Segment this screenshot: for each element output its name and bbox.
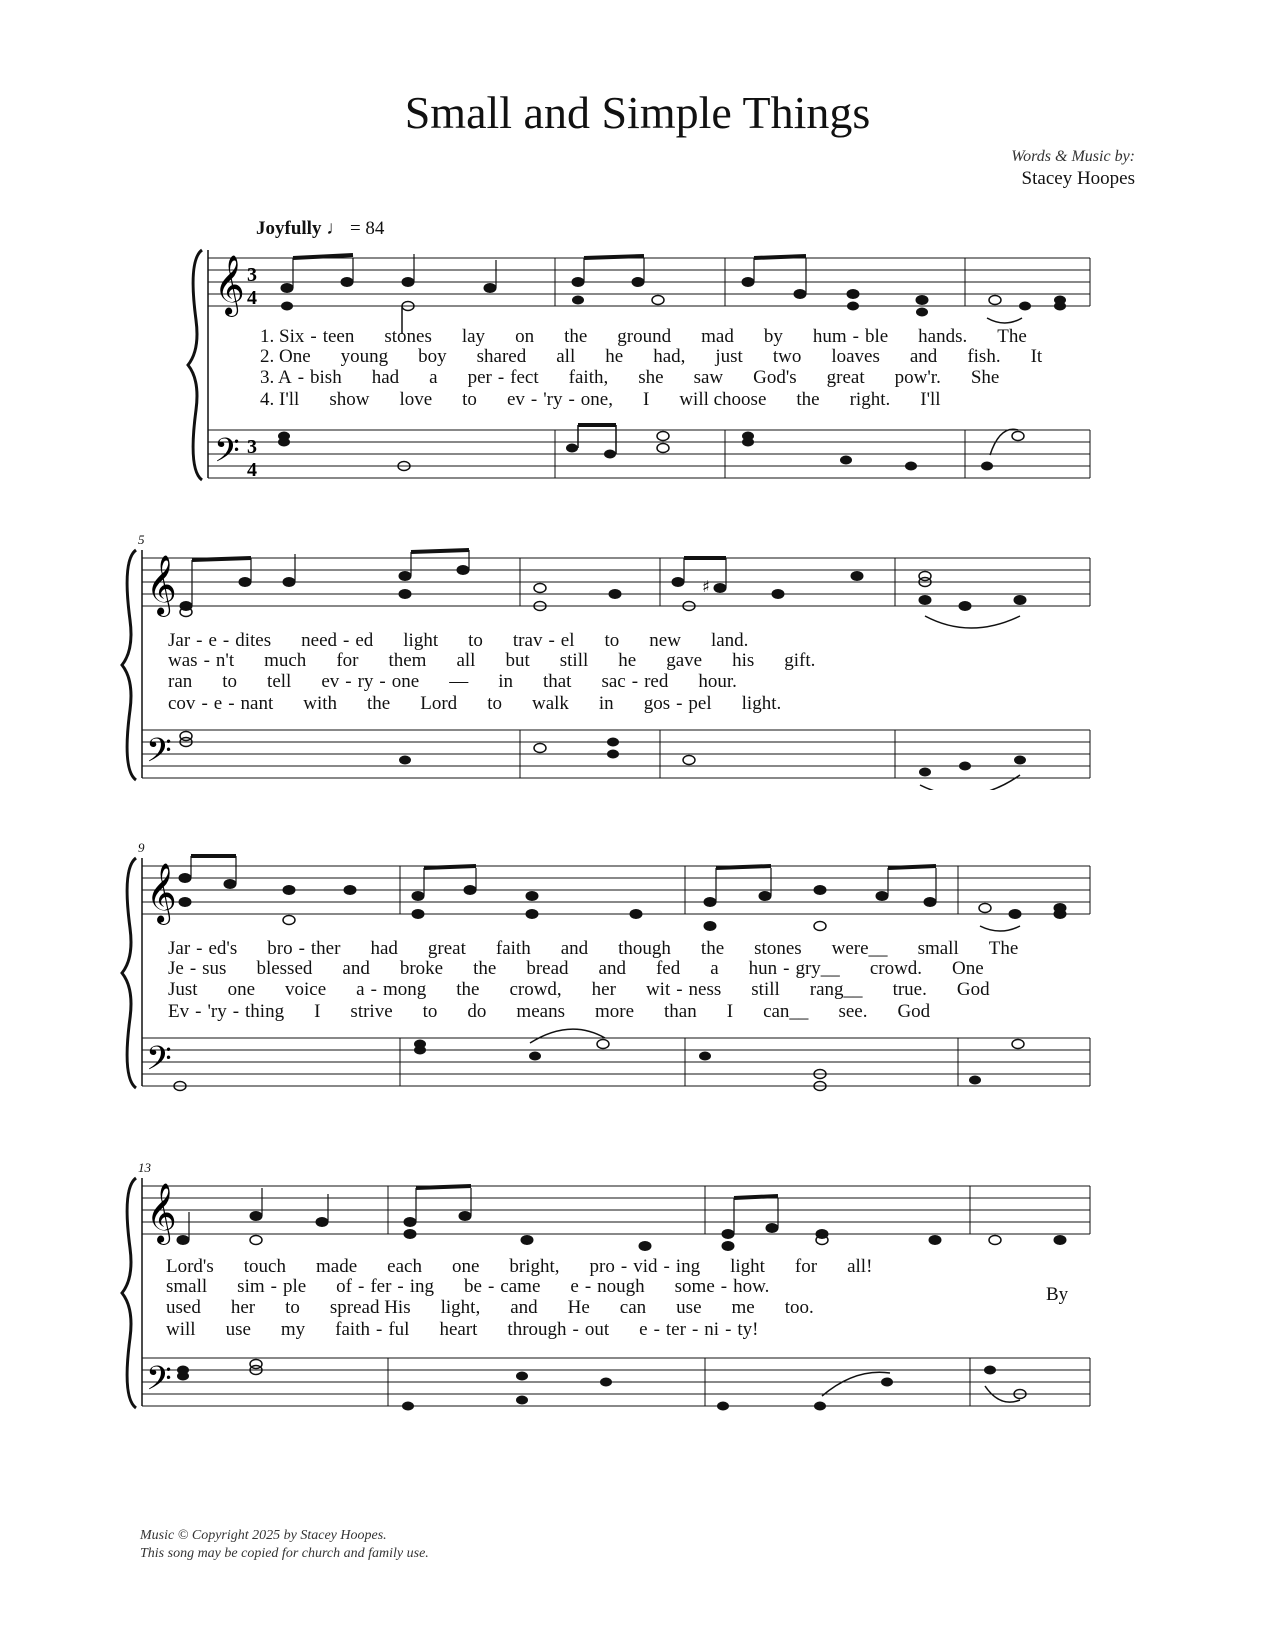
lyric-syllable: light xyxy=(730,1256,765,1277)
lyric-syllable: 'ry xyxy=(207,1001,227,1022)
lyric-syllable: lay xyxy=(461,326,486,347)
lyric-syllable: - xyxy=(572,1319,579,1340)
lyric-syllable: - xyxy=(189,958,197,979)
lyric-syllable: ev xyxy=(506,389,525,410)
lyric-syllable: for xyxy=(794,1256,818,1277)
lyric-syllable: 2. One xyxy=(260,346,311,367)
svg-text:4: 4 xyxy=(247,459,257,481)
lyric-syllable: the xyxy=(796,389,820,410)
lyric-syllable: nant xyxy=(240,693,274,714)
lyric-syllable: cov xyxy=(168,693,196,714)
lyric-syllable: and xyxy=(909,346,938,367)
lyric-syllable: e xyxy=(639,1319,648,1340)
lyric-syllable: - xyxy=(497,367,505,388)
lyric-syllable: voice xyxy=(285,979,327,1000)
lyric-syllable: Jar xyxy=(168,630,191,651)
lyric-syllable: The xyxy=(988,938,1019,959)
verse-1-lyrics-system-1 xyxy=(260,326,1057,348)
lyric-syllable: in xyxy=(598,693,614,714)
music-system-3 xyxy=(0,840,1275,1098)
lyric-syllable: had xyxy=(371,367,400,388)
lyric-syllable: show xyxy=(329,389,370,410)
verse-4-lyrics-system-3 xyxy=(168,1001,960,1023)
verse-1-lyrics-system-2 xyxy=(168,630,778,652)
verse-4-lyrics-system-1 xyxy=(260,389,971,411)
lyric-syllable: mong xyxy=(382,979,427,1000)
lyric-syllable: - xyxy=(548,630,555,651)
lyric-syllable: spread His xyxy=(329,1297,411,1318)
lyric-syllable: I'll xyxy=(920,389,941,410)
measure-number: 5 xyxy=(138,532,145,547)
lyric-syllable: - xyxy=(379,671,386,692)
lyric-syllable: he xyxy=(618,650,637,671)
lyric-syllable: stones xyxy=(384,326,432,347)
lyric-syllable: I xyxy=(642,389,650,410)
lyric-syllable: - xyxy=(720,1276,728,1297)
measure-number: 13 xyxy=(138,1160,151,1175)
brace-icon xyxy=(122,550,136,780)
lyric-syllable: blessed xyxy=(256,958,313,979)
lyric-syllable: sac xyxy=(601,671,626,692)
lyric-syllable: - xyxy=(343,630,350,651)
copyright-footer xyxy=(140,1527,429,1563)
verse-2-lyrics-system-4 xyxy=(166,1276,799,1298)
lyric-syllable: walk xyxy=(531,693,569,714)
lyric-syllable: ni xyxy=(704,1319,720,1340)
lyric-syllable: saw xyxy=(693,367,724,388)
lyric-syllable: me xyxy=(731,1297,755,1318)
lyric-syllable: - xyxy=(584,1276,592,1297)
lyric-syllable: hands. xyxy=(918,326,968,347)
lyric-syllable: - xyxy=(676,693,683,714)
lyric-syllable: he xyxy=(605,346,624,367)
lyric-syllable: - xyxy=(487,1276,495,1297)
lyric-syllable: rang__ xyxy=(809,979,863,1000)
lyric-syllable: heart xyxy=(439,1319,478,1340)
lyric-syllable: stones xyxy=(754,938,802,959)
lyric-syllable: sim xyxy=(237,1276,265,1297)
lyric-syllable: - xyxy=(370,979,377,1000)
lyric-syllable: a xyxy=(429,367,438,388)
lyric-syllable: boy xyxy=(418,346,447,367)
verse-4-lyrics-system-4 xyxy=(166,1319,789,1341)
lyric-syllable: - xyxy=(631,671,639,692)
lyric-syllable: - xyxy=(203,650,210,671)
lyric-syllable: than xyxy=(664,1001,697,1022)
lyric-syllable: crowd, xyxy=(509,979,562,1000)
lyric-syllable: nough xyxy=(597,1276,645,1297)
lyric-syllable: and xyxy=(342,958,370,979)
lyric-syllable: - xyxy=(358,1276,365,1297)
lyric-syllable: right. xyxy=(849,389,891,410)
lyric-syllable: young xyxy=(340,346,389,367)
lyric-syllable: God xyxy=(956,979,990,1000)
lyric-syllable: wit xyxy=(645,979,671,1000)
verse-4-lyrics-system-2 xyxy=(168,693,811,715)
verse-2-lyrics-system-3 xyxy=(168,958,1014,980)
lyric-syllable: mad xyxy=(701,326,734,347)
lyric-syllable: God's xyxy=(753,367,797,388)
lyric-syllable: - xyxy=(195,1001,202,1022)
lyric-syllable: new xyxy=(649,630,681,651)
lyric-syllable: one xyxy=(227,979,256,1000)
lyric-syllable: great xyxy=(826,367,865,388)
lyric-syllable: will choose xyxy=(679,389,767,410)
usage-line: This song may be copied for church and family use. xyxy=(140,1546,429,1561)
treble-clef-icon: 𝄞 xyxy=(146,1183,177,1243)
lyric-syllable: - xyxy=(310,326,317,347)
lyric-syllable: - xyxy=(783,958,790,979)
lyric-syllable: bright, xyxy=(509,1256,560,1277)
lyric-syllable: e xyxy=(570,1276,579,1297)
lyric-syllable: land. xyxy=(710,630,749,651)
lyric-syllable: how. xyxy=(733,1276,770,1297)
song-title: Small and Simple Things xyxy=(404,87,871,138)
lyric-syllable: 3. A xyxy=(260,367,292,388)
lyric-syllable: can__ xyxy=(763,1001,809,1022)
lyric-syllable: need xyxy=(301,630,338,651)
lyric-syllable: though xyxy=(618,938,671,959)
lyric-syllable: by xyxy=(763,326,783,347)
lyric-syllable: much xyxy=(264,650,307,671)
bass-clef-icon: 𝄢 xyxy=(214,432,240,478)
lyric-syllable: - xyxy=(222,630,230,651)
lyric-syllable: teen xyxy=(322,326,355,347)
lyric-syllable: the xyxy=(456,979,480,1000)
lyric-syllable: light xyxy=(403,630,439,651)
pickup-lyric: By xyxy=(1046,1284,1069,1305)
lyric-syllable: two xyxy=(772,346,802,367)
lyric-syllable: tell xyxy=(267,671,292,692)
bass-clef-icon: 𝄢 xyxy=(146,1040,172,1086)
lyric-syllable: ed's xyxy=(208,938,238,959)
lyric-syllable: ing xyxy=(409,1276,435,1297)
lyric-syllable: ground xyxy=(617,326,672,347)
lyric-syllable: ter xyxy=(665,1319,686,1340)
lyric-syllable: one, xyxy=(580,389,613,410)
lyric-syllable: to xyxy=(604,630,620,651)
lyric-syllable: ing xyxy=(675,1256,701,1277)
copyright-line: Music © Copyright 2025 by Stacey Hoopes. xyxy=(140,1528,387,1543)
lyric-syllable: and xyxy=(598,958,626,979)
lyric-syllable: el xyxy=(560,630,575,651)
lyric-syllable: too. xyxy=(784,1297,814,1318)
lyric-syllable: loaves xyxy=(831,346,880,367)
lyric-syllable: light, xyxy=(440,1297,481,1318)
credit-label: Words & Music by: xyxy=(1011,148,1135,165)
lyric-syllable: hour. xyxy=(698,671,737,692)
lyric-syllable: see. xyxy=(838,1001,868,1022)
lyric-syllable: - xyxy=(201,693,208,714)
lyric-syllable: - xyxy=(725,1319,732,1340)
verse-3-lyrics-system-1 xyxy=(260,367,1029,389)
lyric-syllable: ness xyxy=(688,979,722,1000)
lyric-syllable: one xyxy=(391,671,420,692)
lyric-syllable: One xyxy=(952,958,984,979)
lyric-syllable: n't xyxy=(215,650,235,671)
measure-number: 9 xyxy=(138,840,145,855)
lyric-syllable: ful xyxy=(388,1319,410,1340)
lyric-syllable: came xyxy=(500,1276,541,1297)
music-system-4 xyxy=(0,1160,1275,1428)
lyric-syllable: red xyxy=(644,671,669,692)
lyric-syllable: to xyxy=(468,630,483,651)
lyric-syllable: can xyxy=(619,1297,647,1318)
lyric-syllable: ran xyxy=(168,671,193,692)
lyric-syllable: she xyxy=(638,367,664,388)
lyric-syllable: Just xyxy=(168,979,198,1000)
lyric-syllable: strive xyxy=(350,1001,393,1022)
music-system-1 xyxy=(0,240,1275,490)
lyric-syllable: a xyxy=(356,979,365,1000)
lyric-syllable: dites xyxy=(235,630,272,651)
lyric-syllable: my xyxy=(280,1319,306,1340)
lyric-syllable: gave xyxy=(666,650,703,671)
lyric-syllable: that xyxy=(542,671,572,692)
lyric-syllable: - xyxy=(270,1276,277,1297)
lyric-syllable: hum xyxy=(812,326,847,347)
lyric-syllable: gift. xyxy=(784,650,816,671)
lyric-syllable: one xyxy=(451,1256,480,1277)
lyric-syllable: will xyxy=(166,1319,196,1340)
verse-3-lyrics-system-2 xyxy=(168,671,767,693)
lyric-syllable: - xyxy=(298,938,305,959)
lyric-syllable: the xyxy=(700,938,725,959)
lyric-syllable: through xyxy=(507,1319,567,1340)
lyric-syllable: bread xyxy=(526,958,569,979)
verse-2-lyrics-system-1 xyxy=(260,346,1072,368)
svg-text:3: 3 xyxy=(247,436,257,458)
lyric-syllable: - xyxy=(568,389,575,410)
bass-clef-icon: 𝄢 xyxy=(146,732,172,778)
lyric-syllable: thing xyxy=(245,1001,285,1022)
lyric-syllable: trav xyxy=(512,630,543,651)
lyric-syllable: to xyxy=(462,389,477,410)
lyric-syllable: ther xyxy=(310,938,341,959)
lyric-syllable: all xyxy=(556,346,576,367)
lyric-syllable: It xyxy=(1030,346,1043,367)
lyric-syllable: hun xyxy=(748,958,778,979)
lyric-syllable: - xyxy=(196,938,203,959)
lyric-syllable: - xyxy=(852,326,859,347)
music-system-2 xyxy=(0,532,1275,790)
lyric-syllable: - xyxy=(620,1256,628,1277)
lyric-syllable: her xyxy=(591,979,616,1000)
lyric-syllable: broke xyxy=(399,958,444,979)
lyric-syllable: small xyxy=(917,938,959,959)
lyric-syllable: some xyxy=(674,1276,715,1297)
lyric-syllable: - xyxy=(653,1319,660,1340)
lyric-syllable: Lord's xyxy=(166,1256,214,1277)
tempo-word: Joyfully xyxy=(256,218,322,239)
svg-text:3: 3 xyxy=(247,264,257,286)
lyric-syllable: gry__ xyxy=(795,958,840,979)
lyric-syllable: touch xyxy=(243,1256,286,1277)
lyric-syllable: sus xyxy=(202,958,227,979)
svg-text:4: 4 xyxy=(247,287,257,309)
lyric-syllable: pro xyxy=(589,1256,615,1277)
lyric-syllable: He xyxy=(567,1297,590,1318)
lyric-syllable: and xyxy=(510,1297,538,1318)
lyric-syllable: 1. Six xyxy=(260,326,305,347)
lyric-syllable: God xyxy=(897,1001,931,1022)
lyric-syllable: use xyxy=(676,1297,702,1318)
lyric-syllable: faith xyxy=(335,1319,370,1340)
lyric-syllable: use xyxy=(225,1319,251,1340)
lyric-syllable: - xyxy=(691,1319,699,1340)
lyric-syllable: all! xyxy=(847,1256,873,1277)
lyric-syllable: ry xyxy=(357,671,374,692)
lyric-syllable: ble xyxy=(864,326,889,347)
lyric-syllable: made xyxy=(315,1256,358,1277)
lyric-syllable: e xyxy=(213,693,223,714)
lyric-syllable: to xyxy=(222,671,238,692)
lyric-syllable: Je xyxy=(168,958,184,979)
lyric-syllable: I xyxy=(314,1001,321,1022)
lyric-syllable: and xyxy=(560,938,589,959)
lyric-syllable: more xyxy=(594,1001,635,1022)
verse-1-lyrics-system-4 xyxy=(166,1256,902,1278)
lyric-syllable: bro xyxy=(267,938,293,959)
lyric-syllable: faith xyxy=(495,938,531,959)
lyric-syllable: - xyxy=(530,389,538,410)
lyric-syllable: fer xyxy=(370,1276,392,1297)
lyric-syllable: bish xyxy=(310,367,342,388)
lyric-syllable: each xyxy=(387,1256,422,1277)
lyric-syllable: - xyxy=(297,367,305,388)
lyric-syllable: but xyxy=(505,650,530,671)
lyric-syllable: - xyxy=(397,1276,404,1297)
lyric-syllable: true. xyxy=(892,979,927,1000)
lyric-syllable: She xyxy=(970,367,1000,388)
lyric-syllable: ple xyxy=(282,1276,307,1297)
lyric-syllable: fed xyxy=(655,958,681,979)
lyric-syllable: had, xyxy=(653,346,686,367)
lyric-syllable: ev xyxy=(321,671,340,692)
verse-3-lyrics-system-4 xyxy=(166,1297,844,1319)
treble-clef-icon: 𝄞 xyxy=(146,555,177,615)
brace-icon xyxy=(188,250,202,480)
lyric-syllable: used xyxy=(166,1297,201,1318)
tempo-bpm: = 84 xyxy=(349,218,385,239)
lyric-syllable: of xyxy=(336,1276,352,1297)
lyric-syllable: - xyxy=(196,630,203,651)
lyric-syllable: e xyxy=(208,630,217,651)
lyric-syllable: - xyxy=(345,671,352,692)
lyric-syllable: fect xyxy=(510,367,539,388)
lyric-syllable: her xyxy=(230,1297,256,1318)
lyric-syllable: - xyxy=(676,979,683,1000)
lyric-syllable: just xyxy=(715,346,743,367)
lyric-syllable: on xyxy=(515,326,535,347)
lyric-syllable: to xyxy=(487,693,502,714)
lyric-syllable: gos xyxy=(643,693,671,714)
lyric-syllable: do xyxy=(467,1001,487,1022)
lyric-syllable: Lord xyxy=(420,693,458,714)
brace-icon xyxy=(122,1178,136,1408)
lyric-syllable: - xyxy=(232,1001,240,1022)
lyric-syllable: the xyxy=(367,693,391,714)
treble-clef-icon: 𝄞 xyxy=(146,863,177,923)
bass-clef-icon: 𝄢 xyxy=(146,1360,172,1406)
lyric-syllable: pow'r. xyxy=(894,367,941,388)
lyric-syllable: had xyxy=(370,938,398,959)
lyric-syllable: - xyxy=(228,693,235,714)
lyric-syllable: his xyxy=(732,650,755,671)
lyric-syllable: to xyxy=(285,1297,300,1318)
lyric-syllable: great xyxy=(427,938,466,959)
lyric-syllable: were__ xyxy=(831,938,888,959)
lyric-syllable: shared xyxy=(476,346,527,367)
lyric-syllable: - xyxy=(376,1319,383,1340)
verse-2-lyrics-system-2 xyxy=(168,650,845,672)
lyric-syllable: love xyxy=(399,389,433,410)
svg-text:♯: ♯ xyxy=(702,577,710,596)
treble-clef-icon: 𝄞 xyxy=(214,255,245,315)
brace-icon xyxy=(122,858,136,1088)
lyric-syllable: for xyxy=(336,650,359,671)
composer-name: Stacey Hoopes xyxy=(1021,168,1135,189)
lyric-syllable: Jar xyxy=(168,938,191,959)
lyric-syllable: The xyxy=(997,326,1027,347)
lyric-syllable: 4. I'll xyxy=(260,389,300,410)
lyric-syllable: the xyxy=(564,326,588,347)
lyric-syllable: a xyxy=(710,958,719,979)
lyric-syllable: them xyxy=(388,650,427,671)
lyric-syllable: in xyxy=(498,671,513,692)
lyric-syllable: Ev xyxy=(168,1001,190,1022)
verse-1-lyrics-system-3 xyxy=(168,938,1048,960)
lyric-syllable: pel xyxy=(688,693,712,714)
lyric-syllable: fish. xyxy=(967,346,1001,367)
lyric-syllable: with xyxy=(303,693,338,714)
lyric-syllable: to xyxy=(422,1001,438,1022)
lyric-syllable: the xyxy=(473,958,497,979)
lyric-syllable: — xyxy=(449,671,469,692)
lyric-syllable: - xyxy=(663,1256,670,1277)
verse-3-lyrics-system-3 xyxy=(168,979,1020,1001)
lyric-syllable: was xyxy=(168,650,198,671)
lyric-syllable: faith, xyxy=(568,367,609,388)
lyric-syllable: light. xyxy=(741,693,782,714)
lyric-syllable: crowd. xyxy=(869,958,923,979)
lyric-syllable: all xyxy=(456,650,476,671)
tempo-marking xyxy=(256,218,384,240)
lyric-syllable: means xyxy=(516,1001,565,1022)
lyric-syllable: vid xyxy=(633,1256,658,1277)
lyric-syllable: ty! xyxy=(737,1319,759,1340)
lyric-syllable: 'ry xyxy=(543,389,563,410)
lyric-syllable: out xyxy=(584,1319,610,1340)
lyric-syllable: be xyxy=(464,1276,482,1297)
lyric-syllable: ed xyxy=(355,630,374,651)
lyric-syllable: I xyxy=(726,1001,734,1022)
lyric-syllable: per xyxy=(467,367,492,388)
quarter-note-icon: ♩ xyxy=(326,218,346,239)
lyric-syllable: small xyxy=(166,1276,208,1297)
lyric-syllable: still xyxy=(751,979,780,1000)
lyric-syllable: still xyxy=(559,650,589,671)
